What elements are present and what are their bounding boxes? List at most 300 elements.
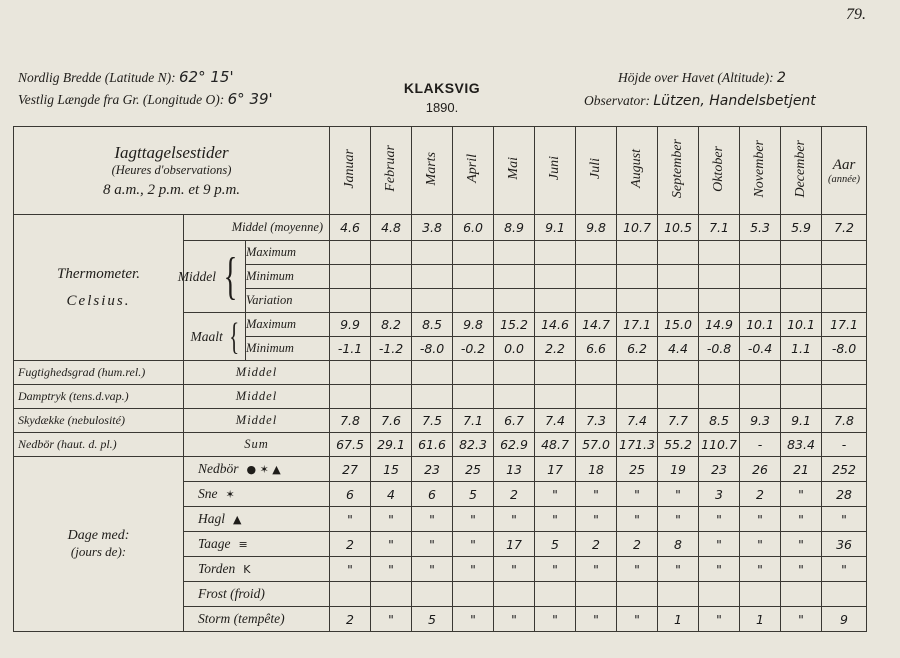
value-cell xyxy=(576,361,617,385)
month-label: Juni xyxy=(547,156,563,181)
value-cell xyxy=(412,241,453,265)
month-header-2 xyxy=(412,127,453,215)
value-cell: " xyxy=(330,557,371,582)
value-cell: 17 xyxy=(494,532,535,557)
month-label: December xyxy=(793,139,809,198)
maalt-minimum-label: Minimum xyxy=(246,337,330,361)
value-cell: 27 xyxy=(330,457,371,482)
value-cell: -1.2 xyxy=(371,337,412,361)
value-cell: " xyxy=(576,607,617,632)
hours-title: Iagttagelsestider xyxy=(114,142,229,162)
value-cell: 10.1 xyxy=(781,313,822,337)
value-cell xyxy=(617,582,658,607)
dage-label: Dage med: xyxy=(67,528,130,543)
value-cell xyxy=(412,289,453,313)
value-cell: 5.3 xyxy=(740,215,781,241)
value-cell: 7.5 xyxy=(412,409,453,433)
value-cell xyxy=(699,289,740,313)
value-cell: 82.3 xyxy=(453,433,494,457)
value-cell: " xyxy=(740,507,781,532)
middel-variation-label: Variation xyxy=(246,289,330,313)
value-cell: 10.5 xyxy=(658,215,699,241)
maalt-brace xyxy=(184,315,245,358)
middel-maximum-label: Maximum xyxy=(246,241,330,265)
value-cell: 252 xyxy=(822,457,867,482)
value-cell: " xyxy=(453,607,494,632)
latitude-line xyxy=(18,68,234,86)
observer-line xyxy=(584,93,816,109)
dage-item-label: Storm (tempête) xyxy=(198,611,285,626)
thermo-middel-row xyxy=(14,215,867,241)
value-cell: " xyxy=(658,557,699,582)
value-cell: " xyxy=(453,557,494,582)
hours-header xyxy=(14,127,330,215)
value-cell: 6.0 xyxy=(453,215,494,241)
value-cell: 9.1 xyxy=(535,215,576,241)
value-cell: 7.2 xyxy=(822,215,867,241)
sky-label: Skydække (nebulosité) xyxy=(14,409,184,433)
value-cell xyxy=(371,582,412,607)
dage-item-cell xyxy=(184,582,330,607)
value-cell: " xyxy=(453,532,494,557)
value-cell: 7.1 xyxy=(453,409,494,433)
weather-symbol-icon: ≡ xyxy=(238,538,248,551)
header-row xyxy=(14,127,867,215)
value-cell: 83.4 xyxy=(781,433,822,457)
month-header-5 xyxy=(535,127,576,215)
value-cell: -1.1 xyxy=(330,337,371,361)
value-cell: " xyxy=(412,532,453,557)
value-cell: 15.0 xyxy=(658,313,699,337)
longitude-label: Vestlig Længde fra Gr. (Longitude O): xyxy=(18,92,225,107)
value-cell: 5 xyxy=(412,607,453,632)
value-cell xyxy=(576,265,617,289)
month-header-6 xyxy=(576,127,617,215)
hours-subtitle: (Heures d'observations) xyxy=(111,162,232,177)
sky-row xyxy=(14,409,867,433)
value-cell: 17.1 xyxy=(822,313,867,337)
value-cell xyxy=(494,361,535,385)
value-cell: 23 xyxy=(412,457,453,482)
station-name: KLAKSVIG xyxy=(403,80,481,96)
value-cell xyxy=(822,289,867,313)
value-cell xyxy=(822,582,867,607)
value-cell xyxy=(412,385,453,409)
value-cell: -0.4 xyxy=(740,337,781,361)
fugt-sub: Middel xyxy=(184,361,330,385)
value-cell xyxy=(658,385,699,409)
month-header-8 xyxy=(658,127,699,215)
value-cell: 7.6 xyxy=(371,409,412,433)
value-cell: 9.3 xyxy=(740,409,781,433)
value-cell: " xyxy=(781,532,822,557)
value-cell xyxy=(617,385,658,409)
value-cell: " xyxy=(453,507,494,532)
value-cell xyxy=(453,582,494,607)
value-cell xyxy=(494,265,535,289)
value-cell: 7.8 xyxy=(330,409,371,433)
value-cell: 6.2 xyxy=(617,337,658,361)
value-cell: " xyxy=(371,532,412,557)
value-cell xyxy=(617,289,658,313)
value-cell: " xyxy=(781,507,822,532)
value-cell xyxy=(453,361,494,385)
value-cell xyxy=(371,289,412,313)
altitude-value: 2 xyxy=(776,70,786,86)
value-cell: 9.1 xyxy=(781,409,822,433)
value-cell: 67.5 xyxy=(330,433,371,457)
middel-brace-cell xyxy=(177,241,246,313)
nedbor-row xyxy=(14,433,867,457)
value-cell: " xyxy=(371,557,412,582)
value-cell: " xyxy=(412,507,453,532)
value-cell xyxy=(658,241,699,265)
observer-label: Observator: xyxy=(584,93,650,108)
value-cell: 1 xyxy=(740,607,781,632)
value-cell xyxy=(535,289,576,313)
maalt-maximum-label: Maximum xyxy=(246,313,330,337)
value-cell: 2.2 xyxy=(535,337,576,361)
value-cell: 23 xyxy=(699,457,740,482)
value-cell: " xyxy=(781,607,822,632)
value-cell: " xyxy=(576,557,617,582)
value-cell: " xyxy=(699,532,740,557)
value-cell xyxy=(699,265,740,289)
value-cell: " xyxy=(822,507,867,532)
month-label: Juli xyxy=(588,158,604,179)
dage-item-label: Hagl xyxy=(198,511,225,526)
fugt-label: Fugtighedsgrad (hum.rel.) xyxy=(14,361,184,385)
month-label: Mai xyxy=(506,157,522,180)
value-cell xyxy=(658,361,699,385)
dage-item-cell xyxy=(184,532,330,557)
value-cell: 4.8 xyxy=(371,215,412,241)
value-cell: 6.7 xyxy=(494,409,535,433)
value-cell: -8.0 xyxy=(412,337,453,361)
weather-symbol-icon: K xyxy=(243,563,251,576)
value-cell: " xyxy=(740,557,781,582)
month-header-11 xyxy=(781,127,822,215)
dage-item-label: Taage xyxy=(198,536,231,551)
damp-sub: Middel xyxy=(184,385,330,409)
celsius-label: Celsius. xyxy=(66,292,131,309)
altitude-line xyxy=(618,70,786,86)
value-cell xyxy=(535,265,576,289)
latitude-value: 62° 15' xyxy=(179,68,234,86)
value-cell: 25 xyxy=(617,457,658,482)
dage-item-label: Nedbör xyxy=(198,461,239,476)
month-header-7 xyxy=(617,127,658,215)
climate-table xyxy=(13,126,867,632)
sky-sub: Middel xyxy=(184,409,330,433)
month-label: Oktober xyxy=(711,145,727,192)
altitude-label: Höjde over Havet (Altitude): xyxy=(618,70,774,85)
value-cell: " xyxy=(535,482,576,507)
value-cell xyxy=(781,582,822,607)
value-cell: 2 xyxy=(330,607,371,632)
value-cell xyxy=(330,361,371,385)
value-cell: " xyxy=(699,507,740,532)
value-cell xyxy=(330,385,371,409)
value-cell: 171.3 xyxy=(617,433,658,457)
dage-sub: (jours de): xyxy=(70,544,127,559)
weather-symbol-icon: ✶ xyxy=(225,488,235,501)
value-cell xyxy=(781,385,822,409)
value-cell: 25 xyxy=(453,457,494,482)
value-cell xyxy=(412,582,453,607)
value-cell xyxy=(576,241,617,265)
month-header-10 xyxy=(740,127,781,215)
value-cell: " xyxy=(576,482,617,507)
value-cell: 1.1 xyxy=(781,337,822,361)
middel-minimum-label: Minimum xyxy=(246,265,330,289)
month-label: September xyxy=(670,138,686,199)
value-cell: 10.1 xyxy=(740,313,781,337)
value-cell: " xyxy=(699,557,740,582)
longitude-value: 6° 39' xyxy=(227,90,273,108)
value-cell xyxy=(494,385,535,409)
value-cell: 6.6 xyxy=(576,337,617,361)
value-cell xyxy=(330,241,371,265)
value-cell: " xyxy=(535,557,576,582)
value-cell xyxy=(822,241,867,265)
value-cell: " xyxy=(740,532,781,557)
value-cell xyxy=(822,265,867,289)
thermometer-label: Thermometer. xyxy=(57,265,140,282)
value-cell xyxy=(781,289,822,313)
value-cell xyxy=(740,289,781,313)
month-header-0 xyxy=(330,127,371,215)
value-cell: 26 xyxy=(740,457,781,482)
value-cell: 48.7 xyxy=(535,433,576,457)
value-cell: 3 xyxy=(699,482,740,507)
value-cell xyxy=(576,582,617,607)
value-cell: " xyxy=(494,557,535,582)
value-cell: 5.9 xyxy=(781,215,822,241)
weather-symbol-icon: ● ✶ ▲ xyxy=(246,463,281,476)
dage-item-label: Torden xyxy=(198,561,236,576)
value-cell xyxy=(330,265,371,289)
value-cell xyxy=(576,385,617,409)
value-cell: " xyxy=(822,557,867,582)
value-cell xyxy=(535,582,576,607)
dage-item-cell xyxy=(184,507,330,532)
value-cell: 21 xyxy=(781,457,822,482)
value-cell: 10.7 xyxy=(617,215,658,241)
value-cell xyxy=(494,241,535,265)
value-cell: 62.9 xyxy=(494,433,535,457)
value-cell xyxy=(371,385,412,409)
value-cell xyxy=(699,241,740,265)
value-cell: 9.9 xyxy=(330,313,371,337)
value-cell: 2 xyxy=(576,532,617,557)
value-cell: " xyxy=(617,557,658,582)
month-label: Januar xyxy=(342,148,358,189)
value-cell: 0.0 xyxy=(494,337,535,361)
page-number: 79. xyxy=(846,6,866,23)
dage-label-cell xyxy=(14,457,184,632)
value-cell: 8.5 xyxy=(699,409,740,433)
value-cell xyxy=(781,361,822,385)
month-label: August xyxy=(629,149,645,188)
value-cell: 8.5 xyxy=(412,313,453,337)
value-cell: 7.4 xyxy=(617,409,658,433)
value-cell: 14.7 xyxy=(576,313,617,337)
maalt-label: Maalt xyxy=(190,328,223,344)
value-cell xyxy=(822,385,867,409)
value-cell xyxy=(371,241,412,265)
value-cell: 1 xyxy=(658,607,699,632)
value-cell: " xyxy=(781,557,822,582)
value-cell xyxy=(740,385,781,409)
value-cell: 15.2 xyxy=(494,313,535,337)
value-cell: 15 xyxy=(371,457,412,482)
value-cell: 55.2 xyxy=(658,433,699,457)
value-cell xyxy=(740,241,781,265)
value-cell: 36 xyxy=(822,532,867,557)
month-header-4 xyxy=(494,127,535,215)
value-cell: 8.2 xyxy=(371,313,412,337)
value-cell: 110.7 xyxy=(699,433,740,457)
value-cell: - xyxy=(740,433,781,457)
value-cell: 61.6 xyxy=(412,433,453,457)
value-cell xyxy=(658,582,699,607)
middel-moyenne-label: Middel (moyenne) xyxy=(184,215,330,241)
value-cell xyxy=(740,582,781,607)
fugt-row xyxy=(14,361,867,385)
value-cell xyxy=(658,289,699,313)
value-cell: 17.1 xyxy=(617,313,658,337)
value-cell: -0.8 xyxy=(699,337,740,361)
value-cell xyxy=(412,265,453,289)
value-cell: 57.0 xyxy=(576,433,617,457)
latitude-label: Nordlig Bredde (Latitude N): xyxy=(18,70,176,85)
year-total-sub: (année) xyxy=(827,173,861,185)
value-cell xyxy=(330,582,371,607)
value-cell xyxy=(453,385,494,409)
value-cell: 9.8 xyxy=(453,313,494,337)
value-cell xyxy=(494,582,535,607)
value-cell: " xyxy=(781,482,822,507)
value-cell: 18 xyxy=(576,457,617,482)
value-cell xyxy=(658,265,699,289)
dage-item-cell xyxy=(184,607,330,632)
value-cell: 3.8 xyxy=(412,215,453,241)
value-cell: 6 xyxy=(412,482,453,507)
value-cell xyxy=(822,361,867,385)
value-cell: " xyxy=(576,507,617,532)
value-cell: 6 xyxy=(330,482,371,507)
value-cell xyxy=(740,361,781,385)
value-cell: " xyxy=(658,482,699,507)
value-cell xyxy=(781,241,822,265)
value-cell: " xyxy=(330,507,371,532)
value-cell xyxy=(412,361,453,385)
value-cell: 7.7 xyxy=(658,409,699,433)
dage-item-cell xyxy=(184,557,330,582)
weather-symbol-icon: ▲ xyxy=(233,513,242,526)
value-cell xyxy=(371,265,412,289)
value-cell: 13 xyxy=(494,457,535,482)
value-cell: 7.4 xyxy=(535,409,576,433)
thermometer-label-cell xyxy=(14,215,184,361)
value-cell xyxy=(535,385,576,409)
value-cell: " xyxy=(494,507,535,532)
value-cell: " xyxy=(617,482,658,507)
value-cell: " xyxy=(617,507,658,532)
dage-item-label: Frost (froid) xyxy=(198,586,265,601)
value-cell: 2 xyxy=(617,532,658,557)
value-cell xyxy=(453,265,494,289)
value-cell: 9 xyxy=(822,607,867,632)
value-cell: 19 xyxy=(658,457,699,482)
value-cell xyxy=(699,582,740,607)
value-cell: - xyxy=(822,433,867,457)
value-cell: 8 xyxy=(658,532,699,557)
dage-item-cell xyxy=(184,457,330,482)
brace-glyph: { xyxy=(223,247,238,305)
value-cell: 7.8 xyxy=(822,409,867,433)
value-cell: " xyxy=(699,607,740,632)
value-cell: 2 xyxy=(494,482,535,507)
value-cell: " xyxy=(535,507,576,532)
value-cell xyxy=(740,265,781,289)
value-cell: 2 xyxy=(330,532,371,557)
value-cell xyxy=(453,289,494,313)
value-cell xyxy=(494,289,535,313)
value-cell: 14.6 xyxy=(535,313,576,337)
value-cell: 7.3 xyxy=(576,409,617,433)
month-header-12 xyxy=(822,127,867,215)
month-header-1 xyxy=(371,127,412,215)
value-cell: " xyxy=(494,607,535,632)
value-cell: " xyxy=(412,557,453,582)
value-cell: 28 xyxy=(822,482,867,507)
value-cell: 14.9 xyxy=(699,313,740,337)
value-cell: 4.4 xyxy=(658,337,699,361)
month-label: November xyxy=(752,139,768,198)
value-cell xyxy=(699,385,740,409)
value-cell: -0.2 xyxy=(453,337,494,361)
hours-times: 8 a.m., 2 p.m. et 9 p.m. xyxy=(102,181,241,198)
nedbor-sub: Sum xyxy=(184,433,330,457)
nedbor-label: Nedbör (haut. d. pl.) xyxy=(14,433,184,457)
middel-label: Middel xyxy=(177,268,217,284)
value-cell xyxy=(617,241,658,265)
month-header-3 xyxy=(453,127,494,215)
value-cell xyxy=(453,241,494,265)
value-cell xyxy=(371,361,412,385)
month-label: Marts xyxy=(424,151,440,186)
value-cell: " xyxy=(371,507,412,532)
longitude-line xyxy=(18,90,273,108)
value-cell: 5 xyxy=(535,532,576,557)
value-cell: 7.1 xyxy=(699,215,740,241)
month-label: April xyxy=(465,154,481,183)
value-cell xyxy=(781,265,822,289)
value-cell xyxy=(330,289,371,313)
value-cell xyxy=(617,361,658,385)
dage-item-cell xyxy=(184,482,330,507)
value-cell: 4.6 xyxy=(330,215,371,241)
maalt-brace-cell xyxy=(184,313,246,361)
value-cell xyxy=(699,361,740,385)
value-cell: " xyxy=(371,607,412,632)
value-cell: -8.0 xyxy=(822,337,867,361)
value-cell xyxy=(617,265,658,289)
dage-item-label: Sne xyxy=(198,486,218,501)
brace-glyph: { xyxy=(228,315,239,358)
